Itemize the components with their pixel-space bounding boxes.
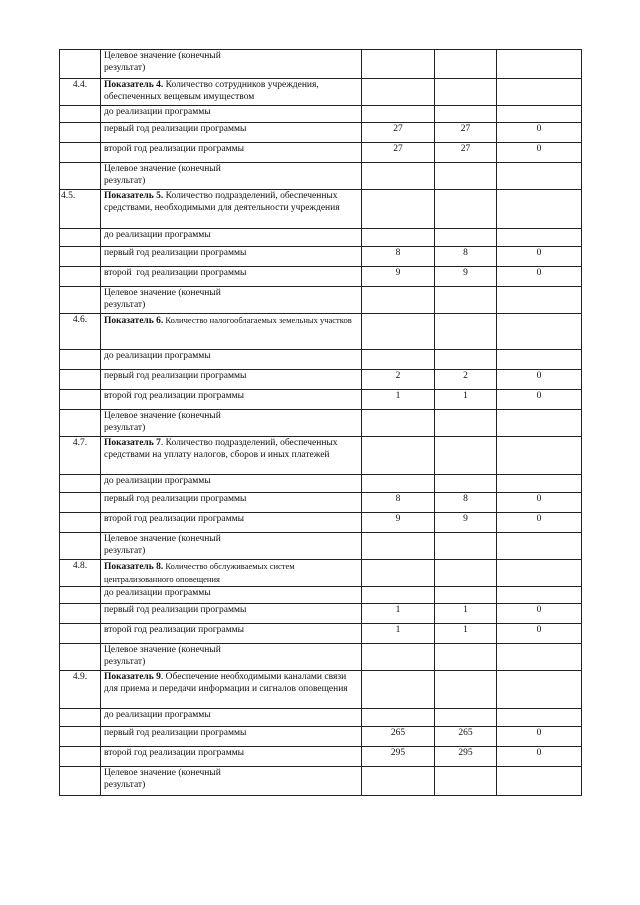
row-index	[60, 513, 101, 533]
table-row	[60, 143, 582, 163]
value-cell	[497, 350, 582, 370]
value-cell	[435, 350, 497, 370]
value-cell: 295	[362, 747, 435, 767]
value-cell	[362, 287, 435, 314]
value-cell	[362, 190, 435, 229]
value-cell: 0	[497, 390, 582, 410]
value-cell: 265	[435, 727, 497, 747]
indicator-text: Количество обслуживаемых систем централизованного оповещения	[104, 561, 295, 584]
value-cell	[497, 50, 582, 79]
value-cell	[497, 437, 582, 475]
row-text: до реализации программы	[101, 229, 362, 247]
row-index	[60, 644, 101, 671]
row-text: второй год реализации программы	[101, 143, 362, 163]
indicator-title	[101, 314, 362, 350]
row-text: до реализации программы	[101, 475, 362, 493]
table-row	[60, 671, 582, 709]
table-row	[60, 229, 582, 247]
row-index	[60, 123, 101, 143]
indicator-label: Показатель 8.	[104, 562, 164, 572]
row-index	[60, 390, 101, 410]
value-cell	[362, 163, 435, 190]
row-text: Целевое значение (конечный результат)	[104, 51, 221, 73]
row-index	[60, 229, 101, 247]
row-text: Целевое значение (конечный результат)	[104, 411, 221, 433]
row-index	[60, 727, 101, 747]
row-description	[101, 533, 362, 560]
table-row	[60, 604, 582, 624]
value-cell	[435, 229, 497, 247]
row-index	[60, 604, 101, 624]
value-cell: 265	[362, 727, 435, 747]
value-cell	[435, 314, 497, 350]
indicator-label: Показатель 7	[104, 438, 161, 448]
value-cell: 0	[497, 604, 582, 624]
value-cell	[497, 560, 582, 587]
table-row	[60, 106, 582, 123]
row-index: 4.5.	[60, 190, 101, 229]
value-cell: 9	[362, 267, 435, 287]
value-cell: 1	[362, 604, 435, 624]
indicator-title	[101, 190, 362, 229]
document-page	[59, 49, 582, 796]
value-cell	[497, 671, 582, 709]
row-text: до реализации программы	[101, 587, 362, 604]
value-cell	[497, 587, 582, 604]
value-cell	[435, 587, 497, 604]
indicator-title	[101, 437, 362, 475]
value-cell	[362, 314, 435, 350]
row-index	[60, 709, 101, 727]
row-index	[60, 143, 101, 163]
row-description	[101, 50, 362, 79]
indicator-text: Количество подразделений, обеспеченных средствами, необходимыми для деятельности учреждения	[104, 191, 340, 213]
row-text: второй год реализации программы	[101, 390, 362, 410]
table-row	[60, 767, 582, 796]
value-cell	[435, 79, 497, 106]
value-cell: 1	[435, 604, 497, 624]
row-description	[101, 767, 362, 796]
indicator-label: Показатель 4.	[104, 80, 164, 90]
indicator-label: Показатель 9	[104, 672, 161, 682]
value-cell	[435, 190, 497, 229]
value-cell	[362, 437, 435, 475]
value-cell	[497, 106, 582, 123]
table-row	[60, 314, 582, 350]
value-cell	[435, 709, 497, 727]
row-text: второй год реализации программы	[101, 267, 362, 287]
value-cell	[435, 560, 497, 587]
row-text: второй год реализации программы	[101, 513, 362, 533]
table-row	[60, 287, 582, 314]
row-index: 4.9.	[60, 671, 101, 709]
row-text: первый год реализации программы	[101, 370, 362, 390]
value-cell	[362, 587, 435, 604]
value-cell: 2	[362, 370, 435, 390]
row-text: до реализации программы	[101, 106, 362, 123]
value-cell	[362, 671, 435, 709]
table-row	[60, 747, 582, 767]
row-index: 4.7.	[60, 437, 101, 475]
row-index	[60, 475, 101, 493]
indicator-label: Показатель 6.	[104, 316, 164, 326]
value-cell	[362, 560, 435, 587]
value-cell: 0	[497, 747, 582, 767]
indicator-text: . Обеспечение необходимыми каналами связи для приема и передачи информации и сигналов оповещения	[104, 672, 348, 694]
indicator-title	[101, 671, 362, 709]
row-text: до реализации программы	[101, 350, 362, 370]
value-cell	[497, 410, 582, 437]
row-index	[60, 370, 101, 390]
value-cell: 27	[435, 123, 497, 143]
row-description	[101, 410, 362, 437]
table-row	[60, 727, 582, 747]
value-cell	[497, 709, 582, 727]
value-cell: 1	[362, 390, 435, 410]
row-index	[60, 747, 101, 767]
table-row	[60, 267, 582, 287]
value-cell: 9	[435, 513, 497, 533]
value-cell: 1	[435, 624, 497, 644]
row-text: первый год реализации программы	[101, 604, 362, 624]
value-cell: 0	[497, 493, 582, 513]
value-cell: 0	[497, 247, 582, 267]
row-text: первый год реализации программы	[101, 247, 362, 267]
row-index	[60, 533, 101, 560]
row-text: Целевое значение (конечный результат)	[104, 164, 221, 186]
row-index: 4.8.	[60, 560, 101, 587]
value-cell	[435, 437, 497, 475]
row-description	[101, 163, 362, 190]
row-index	[60, 587, 101, 604]
value-cell: 0	[497, 624, 582, 644]
row-description	[101, 287, 362, 314]
table-row	[60, 247, 582, 267]
value-cell: 9	[362, 513, 435, 533]
value-cell	[435, 410, 497, 437]
value-cell	[435, 671, 497, 709]
value-cell: 0	[497, 727, 582, 747]
value-cell: 8	[435, 247, 497, 267]
value-cell: 9	[435, 267, 497, 287]
table-row	[60, 709, 582, 727]
value-cell	[362, 475, 435, 493]
indicator-title	[101, 79, 362, 106]
row-index	[60, 163, 101, 190]
table-row	[60, 390, 582, 410]
value-cell: 0	[497, 370, 582, 390]
value-cell	[362, 767, 435, 796]
row-index: 4.6.	[60, 314, 101, 350]
table-row	[60, 50, 582, 79]
value-cell	[497, 229, 582, 247]
row-text: первый год реализации программы	[101, 493, 362, 513]
value-cell	[497, 475, 582, 493]
value-cell: 0	[497, 143, 582, 163]
value-cell	[362, 410, 435, 437]
table-row	[60, 123, 582, 143]
value-cell	[435, 163, 497, 190]
table-row	[60, 437, 582, 475]
value-cell: 27	[435, 143, 497, 163]
row-text: второй год реализации программы	[101, 624, 362, 644]
table-row	[60, 190, 582, 229]
value-cell	[362, 533, 435, 560]
value-cell: 1	[435, 390, 497, 410]
row-text: Целевое значение (конечный результат)	[104, 645, 221, 667]
indicator-text: . Количество подразделений, обеспеченных средствами на уплату налогов, сборов и иных платежей	[104, 438, 338, 460]
value-cell	[497, 190, 582, 229]
indicator-label: Показатель 5.	[104, 191, 164, 201]
value-cell	[362, 50, 435, 79]
value-cell	[435, 475, 497, 493]
value-cell	[362, 106, 435, 123]
value-cell	[362, 709, 435, 727]
value-cell	[435, 644, 497, 671]
value-cell	[497, 287, 582, 314]
row-index	[60, 50, 101, 79]
row-text: второй год реализации программы	[101, 747, 362, 767]
row-index	[60, 247, 101, 267]
table-row	[60, 533, 582, 560]
table-row	[60, 370, 582, 390]
value-cell	[497, 533, 582, 560]
row-text: Целевое значение (конечный результат)	[104, 534, 221, 556]
value-cell: 2	[435, 370, 497, 390]
indicators-table	[59, 49, 582, 796]
row-index	[60, 493, 101, 513]
table-row	[60, 163, 582, 190]
value-cell: 0	[497, 123, 582, 143]
table-row	[60, 587, 582, 604]
row-index	[60, 287, 101, 314]
row-index	[60, 624, 101, 644]
value-cell	[435, 533, 497, 560]
value-cell: 295	[435, 747, 497, 767]
row-text: первый год реализации программы	[101, 727, 362, 747]
value-cell	[362, 644, 435, 671]
row-text: до реализации программы	[101, 709, 362, 727]
row-index	[60, 767, 101, 796]
table-row	[60, 350, 582, 370]
value-cell: 27	[362, 123, 435, 143]
indicator-text: Количество сотрудников учреждения, обеспеченных вещевым имуществом	[104, 80, 319, 102]
value-cell: 1	[362, 624, 435, 644]
row-index	[60, 267, 101, 287]
value-cell	[497, 644, 582, 671]
table-row	[60, 560, 582, 587]
value-cell: 0	[497, 513, 582, 533]
row-text: первый год реализации программы	[101, 123, 362, 143]
value-cell	[435, 50, 497, 79]
row-text: Целевое значение (конечный результат)	[104, 768, 221, 790]
indicator-title	[101, 560, 362, 587]
value-cell	[497, 314, 582, 350]
table-row	[60, 493, 582, 513]
value-cell: 8	[362, 493, 435, 513]
value-cell	[435, 287, 497, 314]
row-description	[101, 644, 362, 671]
table-row	[60, 644, 582, 671]
value-cell: 8	[362, 247, 435, 267]
value-cell	[497, 163, 582, 190]
value-cell	[435, 767, 497, 796]
value-cell: 0	[497, 267, 582, 287]
value-cell	[362, 350, 435, 370]
table-row	[60, 475, 582, 493]
row-index	[60, 350, 101, 370]
row-index: 4.4.	[60, 79, 101, 106]
value-cell	[497, 79, 582, 106]
indicators-table-body	[60, 50, 582, 796]
row-text: Целевое значение (конечный результат)	[104, 288, 221, 310]
table-row	[60, 79, 582, 106]
table-row	[60, 624, 582, 644]
row-index	[60, 106, 101, 123]
value-cell	[362, 229, 435, 247]
row-index	[60, 410, 101, 437]
value-cell	[497, 767, 582, 796]
table-row	[60, 410, 582, 437]
table-row	[60, 513, 582, 533]
value-cell: 8	[435, 493, 497, 513]
value-cell: 27	[362, 143, 435, 163]
value-cell	[362, 79, 435, 106]
indicator-text: Количество налогооблагаемых земельных участков	[163, 315, 352, 325]
value-cell	[435, 106, 497, 123]
